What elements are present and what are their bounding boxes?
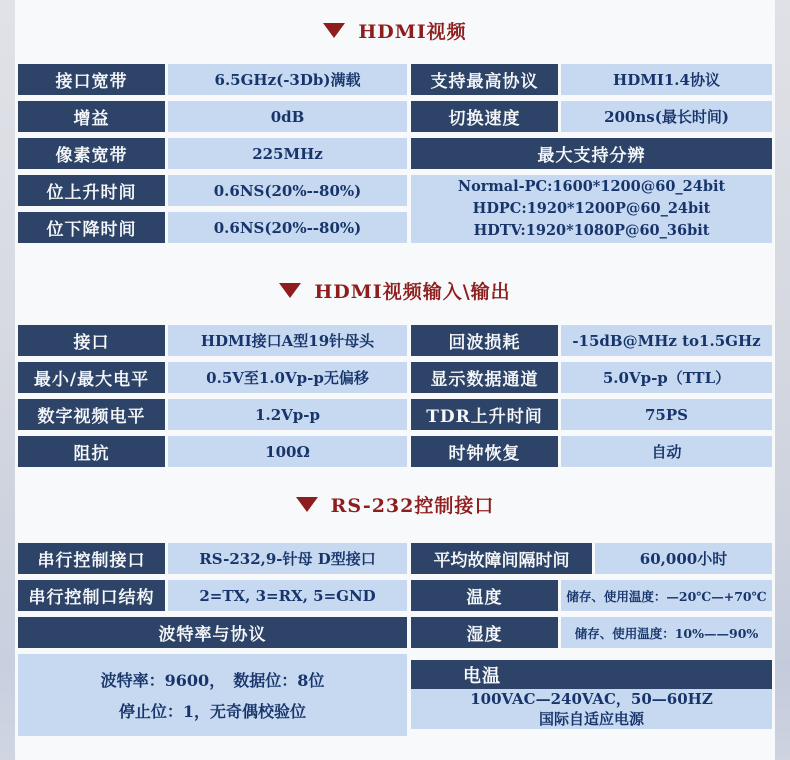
row-value: 100Ω [168, 436, 407, 467]
row-value: 75PS [561, 399, 772, 430]
row-label: 平均故障间隔时间 [411, 543, 592, 574]
rs232-table [18, 543, 772, 736]
table-row [18, 175, 407, 206]
section-title-text: HDMI视频 [358, 21, 467, 43]
hdmi-io-table [18, 325, 772, 467]
row-value: HDMI接口A型19针母头 [168, 325, 407, 356]
table-row [18, 580, 407, 611]
table-row [18, 138, 407, 169]
table-row [18, 362, 772, 393]
baud-values [18, 654, 407, 736]
section-title-text: HDMI视频输入\输出 [314, 281, 511, 303]
row-value: 6.5GHz(-3Db)满载 [168, 64, 407, 95]
table-row [18, 212, 407, 243]
rs232-right-column [411, 543, 772, 729]
power-header-row [411, 660, 772, 689]
row-label: 串行控制接口 [18, 543, 165, 574]
row-label: 电温 [411, 660, 772, 689]
resolution-line: HDPC:1920*1200P@60_24bit [472, 200, 711, 217]
resolution-line: HDTV:1920*1080P@60_36bit [473, 222, 710, 239]
row-value: 0.6NS(20%--80%) [168, 175, 407, 206]
row-value: -15dB@MHz to1.5GHz [561, 325, 772, 356]
row-label: 最小/最大电平 [18, 362, 165, 393]
row-value: 储存、使用温度：—20℃—+70℃ [561, 580, 772, 611]
table-row [18, 543, 407, 574]
section-title-rs232 [18, 491, 772, 518]
spec-pair [411, 362, 772, 393]
row-value: 1.2Vp-p [168, 399, 407, 430]
row-label: 波特率与协议 [18, 617, 407, 648]
row-value: 0.5V至1.0Vp-p无偏移 [168, 362, 407, 393]
page-left-gutter [0, 0, 15, 760]
row-value: 0.6NS(20%--80%) [168, 212, 407, 243]
row-value: 0dB [168, 101, 407, 132]
spec-pair [18, 362, 407, 393]
row-value: 2=TX, 3=RX, 5=GND [168, 580, 407, 611]
resolution-line: Normal-PC:1600*1200@60_24bit [457, 178, 726, 195]
triangle-down-icon [323, 23, 345, 38]
table-row [411, 580, 772, 611]
spec-content [18, 0, 772, 736]
row-label: 显示数据通道 [411, 362, 558, 393]
row-value: 5.0Vp-p（TTL） [561, 362, 772, 393]
row-value: 200ns(最长时间) [561, 101, 772, 132]
row-label: 最大支持分辨 [411, 138, 772, 169]
row-label: 湿度 [411, 617, 558, 648]
row-label: 增益 [18, 101, 165, 132]
baud-header-row [18, 617, 407, 648]
row-label: 切换速度 [411, 101, 558, 132]
baud-line: 波特率：9600， 数据位：8位 [100, 671, 325, 690]
power-line: 100VAC—240VAC，50—60HZ [470, 690, 713, 708]
row-label: 像素宽带 [18, 138, 165, 169]
max-resolution-values [411, 175, 772, 243]
row-label: 数字视频电平 [18, 399, 165, 430]
row-label: 回波损耗 [411, 325, 558, 356]
hdmi-video-right-column [411, 64, 772, 243]
row-label: 支持最高协议 [411, 64, 558, 95]
page-right-gutter [775, 0, 790, 760]
spec-pair [411, 436, 772, 467]
power-values [411, 689, 772, 729]
row-label: 位上升时间 [18, 175, 165, 206]
table-row [18, 101, 407, 132]
spec-pair [18, 436, 407, 467]
triangle-down-icon [296, 497, 318, 512]
row-value: RS-232,9-针母 D型接口 [168, 543, 407, 574]
max-resolution-header-row [411, 138, 772, 169]
table-row [18, 325, 772, 356]
rs232-left-column [18, 543, 407, 736]
row-value: HDMI1.4协议 [561, 64, 772, 95]
section-title-hdmi-io [18, 277, 772, 304]
table-row [18, 436, 772, 467]
baud-line: 停止位：1，无奇偶校验位 [118, 702, 307, 721]
row-label: 阻抗 [18, 436, 165, 467]
spec-pair [411, 325, 772, 356]
hdmi-video-left-column [18, 64, 407, 249]
table-row [411, 543, 772, 574]
table-row [411, 64, 772, 95]
section-title-hdmi-video [18, 17, 772, 44]
row-value: 储存、使用温度：10%——90% [561, 617, 772, 648]
row-label: 串行控制口结构 [18, 580, 165, 611]
power-line: 国际自适应电源 [538, 710, 644, 728]
section-title-text: RS-232控制接口 [330, 495, 495, 517]
row-label: 接口宽带 [18, 64, 165, 95]
table-row [411, 617, 772, 648]
spec-pair [18, 325, 407, 356]
spec-pair [411, 399, 772, 430]
hdmi-video-table [18, 64, 772, 249]
row-label: TDR上升时间 [411, 399, 558, 430]
row-label: 接口 [18, 325, 165, 356]
triangle-down-icon [279, 283, 301, 298]
row-label: 温度 [411, 580, 558, 611]
row-value: 225MHz [168, 138, 407, 169]
row-label: 时钟恢复 [411, 436, 558, 467]
table-row [411, 101, 772, 132]
row-value: 60,000小时 [595, 543, 772, 574]
row-label: 位下降时间 [18, 212, 165, 243]
table-row [18, 399, 772, 430]
row-value: 自动 [561, 436, 772, 467]
spec-pair [18, 399, 407, 430]
table-row [18, 64, 407, 95]
